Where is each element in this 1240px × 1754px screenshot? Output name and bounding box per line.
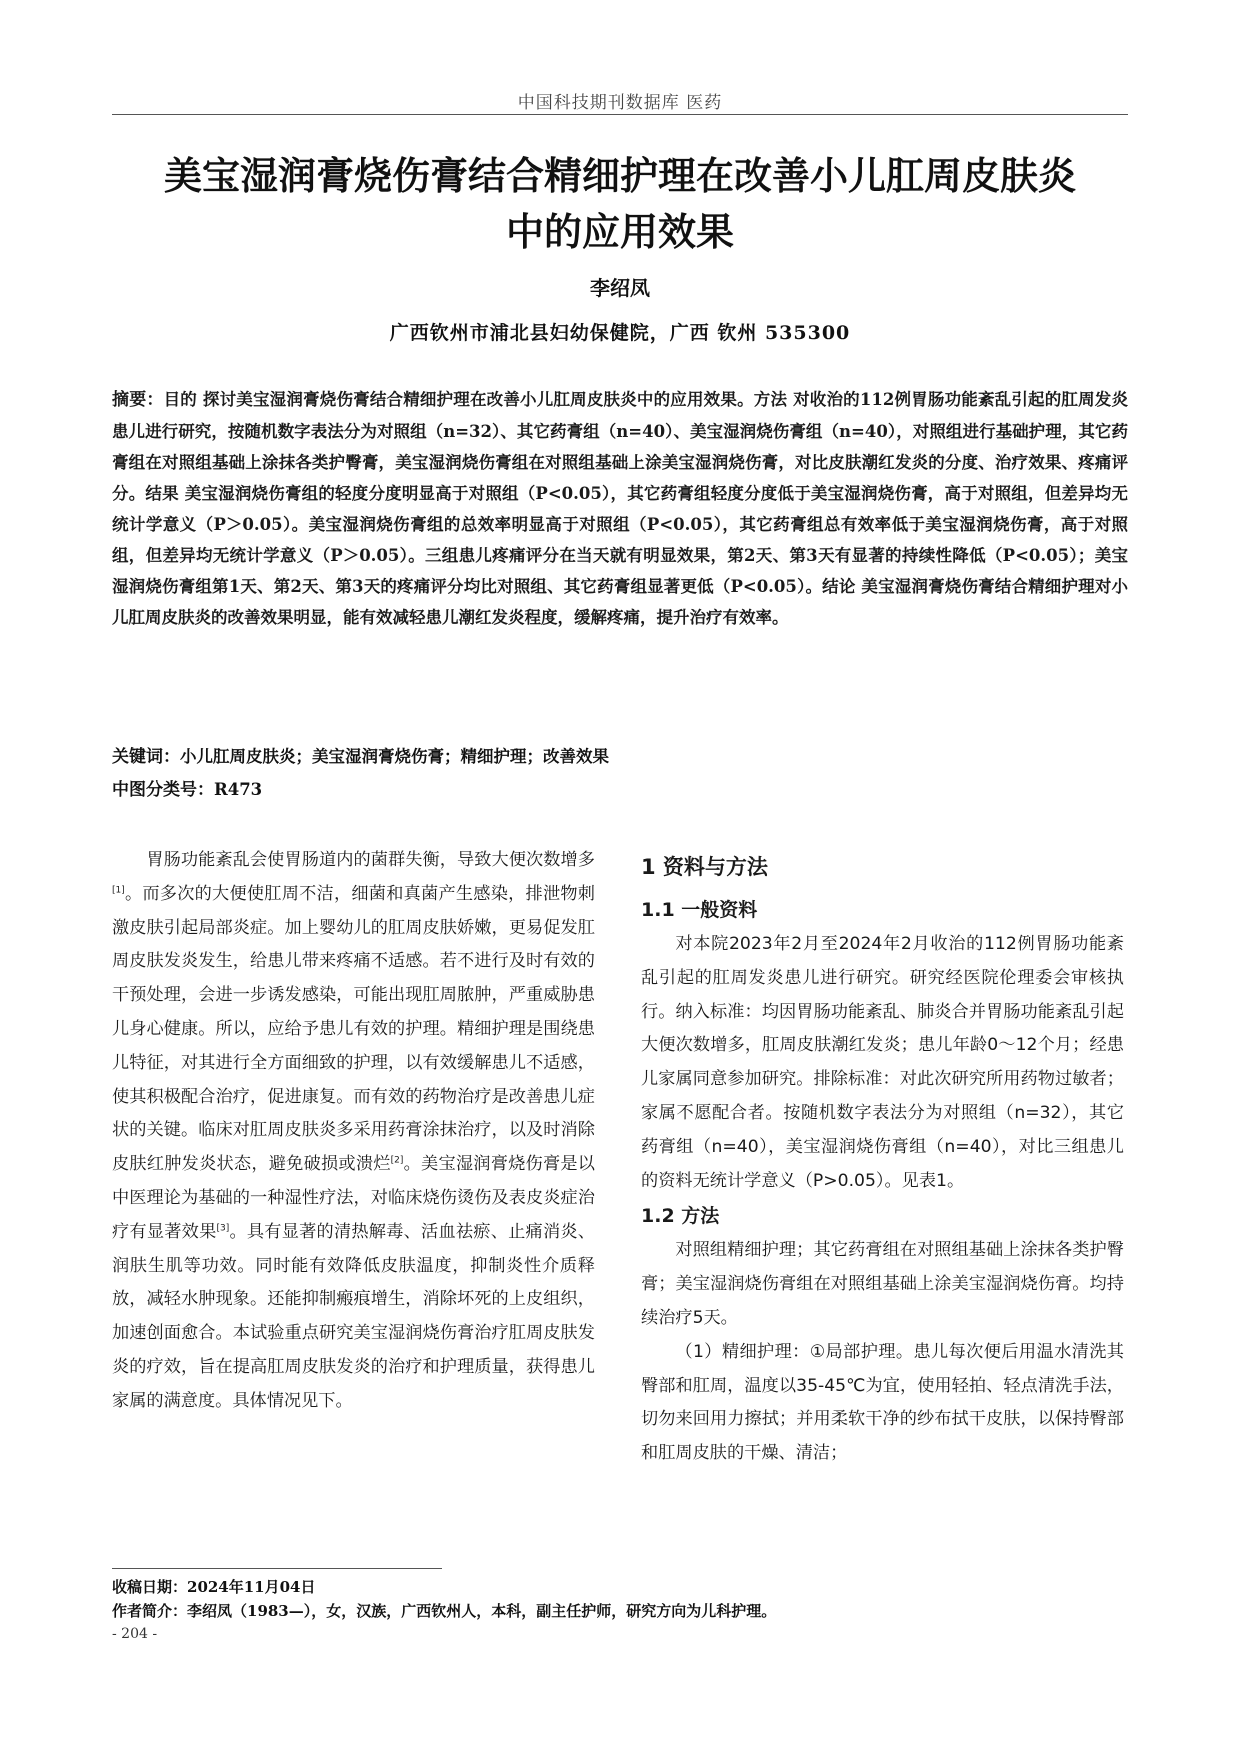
section-heading-1: 1 资料与方法 <box>641 855 768 879</box>
method-paragraph: 对照组精细护理；其它药膏组在对照组基础上涂抹各类护臀膏；美宝湿润烧伤膏组在对照组基础上涂美宝湿润烧伤膏。均持续治疗5天。 <box>641 1240 1124 1328</box>
abstract-label: 摘要： <box>112 390 164 410</box>
general-data-paragraph: 对本院2023年2月至2024年2月收治的112例胃肠功能紊乱引起的肛周发炎患儿进行研究。研究经医院伦理委会审核执行。纳入标准：均因胃肠功能紊乱、肺炎合并胃肠功能紊乱引起大便次数增多，肛周皮肤潮红发炎；患儿年龄0～12个月；经患儿家属同意参加研究。排除标准：对此次研究所用药物过敏者；家属不愿配合者。按随机数字表法分为对照组（n=32），其它药膏组（n=40），美宝湿润烧伤膏组（n=40），对比三组患儿的资料无统计学意义（P>0.05）。见表1。 <box>641 934 1124 1191</box>
classification-number <box>112 775 1128 800</box>
article-title <box>112 148 1128 260</box>
care-paragraph: （1）精细护理：①局部护理。患儿每次便后用温水清洗其臀部和肛周，温度以35-45℃为宜，使用轻拍、轻点清洗手法，切勿来回用力擦拭；并用柔软干净的纱布拭干皮肤，以保持臀部和肛周皮肤的干燥、清洁； <box>641 1341 1124 1464</box>
keywords <box>112 742 1128 767</box>
section-heading-1-1: 1.1 一般资料 <box>641 899 758 921</box>
footnote-received-date: 收稿日期：2024年11月04日 <box>112 1578 316 1596</box>
header-divider <box>112 114 1128 115</box>
intro-text-3: 。美宝湿润膏烧伤膏是以中医理论为基础的一种湿性疗法，对临床烧伤烫伤及表皮炎症治疗有显著效果 <box>112 1154 595 1242</box>
clc-label: 中图分类号： <box>112 780 214 800</box>
abstract <box>112 384 1128 633</box>
footnote-divider <box>112 1568 442 1569</box>
clc-text: R473 <box>214 780 263 799</box>
body-column-left <box>112 844 595 1419</box>
intro-paragraph <box>112 844 595 1419</box>
running-head: 中国科技期刊数据库 医药 <box>517 93 723 113</box>
title-line-1: 美宝湿润膏烧伤膏结合精细护理在改善小儿肛周皮肤炎 <box>163 154 1076 198</box>
page-number: - 204 - <box>112 1626 158 1642</box>
title-line-2: 中的应用效果 <box>505 210 734 254</box>
keywords-label: 关键词： <box>112 747 180 767</box>
intro-text-1: 胃肠功能紊乱会使胃肠道内的菌群失衡，导致大便次数增多 <box>146 850 595 870</box>
reference-2: [2] <box>390 1155 404 1166</box>
footnote-author-bio: 作者简介：李绍凤（1983—），女，汉族，广西钦州人，本科，副主任护师，研究方向为儿科护理。 <box>112 1602 777 1620</box>
intro-text-2: 。而多次的大便使肛周不洁，细菌和真菌产生感染，排泄物刺激皮肤引起局部炎症。加上婴幼儿的肛周皮肤娇嫩，更易促发肛周皮肤发炎发生，给患儿带来疼痛不适感。若不进行及时有效的干预处理，会进一步诱发感染，可能出现肛周脓肿，严重威胁患儿身心健康。所以，应给予患儿有效的护理。精细护理是围绕患儿特征，对其进行全方面细致的护理，以有效缓解患儿不适感，使其积极配合治疗，促进康复。而有效的药物治疗是改善患儿症状的关键。临床对肛周皮肤炎多采用药膏涂抹治疗，以及时消除皮肤红肿发炎状态，避免破损或溃烂 <box>112 883 595 1175</box>
reference-3: [3] <box>216 1223 230 1234</box>
keywords-text: 小儿肛周皮肤炎；美宝湿润膏烧伤膏；精细护理；改善效果 <box>180 747 609 766</box>
abstract-text: 目的 探讨美宝湿润膏烧伤膏结合精细护理在改善小儿肛周皮肤炎中的应用效果。方法 对收治的112例胃肠功能紊乱引起的肛周发炎患儿进行研究，按随机数字表法分为对照组（n=32）、其它药膏组（n=40）、美宝湿润烧伤膏组（n=40），对照组进行基础护理，其它药膏组在对照组基础上涂抹各类护臀膏，美宝湿润烧伤膏组在对照组基础上涂美宝湿润烧伤膏，对比皮肤潮红发炎的分度、治疗效果、疼痛评分。结果 美宝湿润烧伤膏组的轻度分度明显高于对照组（P<0.05），其它药膏组轻度分度低于美宝湿润烧伤膏，高于对照组，但差异均无统计学意义（P＞0.05）。美宝湿润烧伤膏组的总效率明显高于对照组（P<0.05），其它药膏组总有效率低于美宝湿润烧伤膏，高于对照组，但差异均无统计学意义（P＞0.05）。三组患儿疼痛评分在当天就有明显效果，第2天、第3天有显著的持续性降低（P<0.05）；美宝湿润烧伤膏组第1天、第2天、第3天的疼痛评分均比对照组、其它药膏组显著更低（P<0.05）。结论 美宝湿润膏烧伤膏结合精细护理对小儿肛周皮肤炎的改善效果明显，能有效减轻患儿潮红发炎程度，缓解疼痛，提升治疗有效率。 <box>112 390 1128 627</box>
section-heading-1-2: 1.2 方法 <box>641 1205 720 1228</box>
author-name: 李绍凤 <box>590 276 650 300</box>
reference-1: [1] <box>112 885 125 896</box>
body-column-right <box>641 844 1124 1471</box>
author-affiliation: 广西钦州市浦北县妇幼保健院，广西 钦州 535300 <box>389 322 851 344</box>
intro-text-4: 。具有显著的清热解毒、活血祛瘀、止痛消炎、润肤生肌等功效。同时能有效降低皮肤温度，抑制炎性介质释放，减轻水肿现象。还能抑制瘢痕增生，消除坏死的上皮组织，加速创面愈合。本试验重点研究美宝湿润烧伤膏治疗肛周皮肤发炎的疗效，旨在提高肛周皮肤发炎的治疗和护理质量，获得患儿家属的满意度。具体情况见下。 <box>112 1221 595 1411</box>
